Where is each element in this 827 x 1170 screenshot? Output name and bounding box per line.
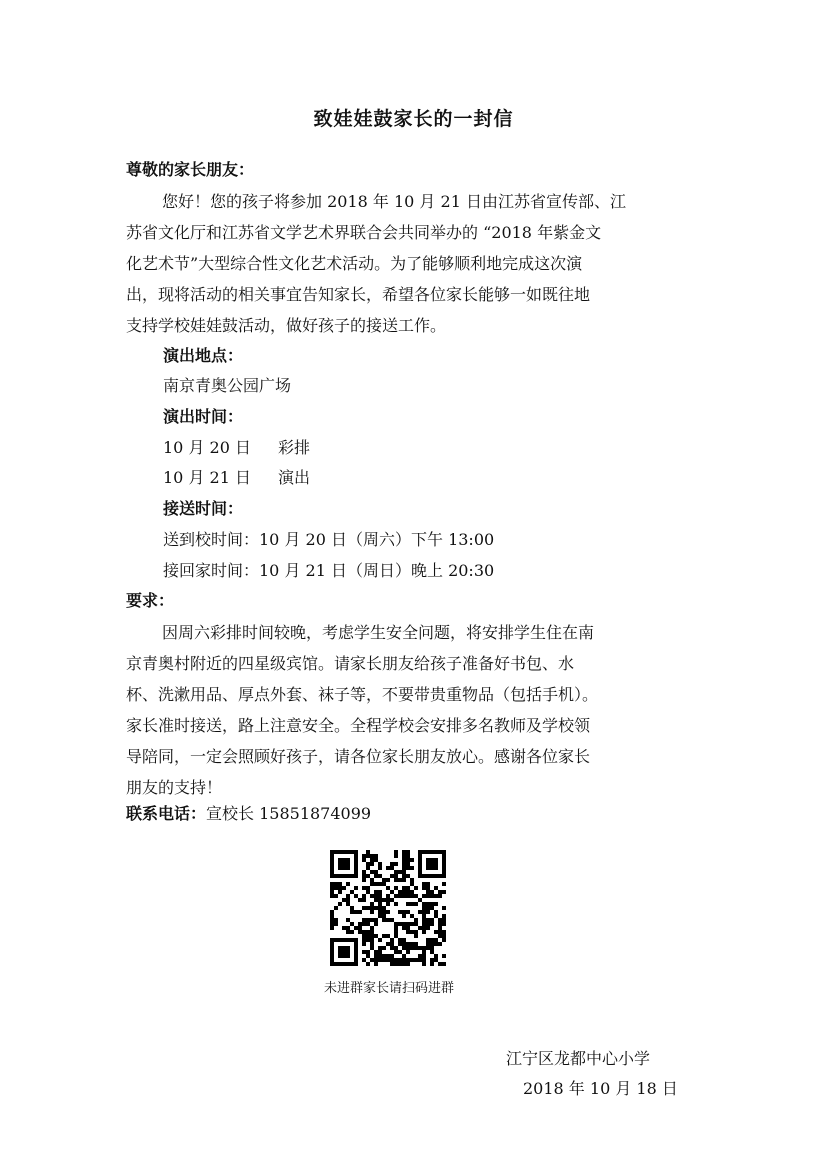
page-title: 致娃娃鼓家长的一封信 — [313, 108, 514, 130]
requirement-line: 京青奥村附近的四星级宾馆。请家长朋友给孩子准备好书包、水 — [126, 654, 575, 673]
venue-label: 演出地点： — [163, 346, 244, 365]
requirement-line: 家长准时接送，路上注意安全。全程学校会安排多名教师及学校领 — [126, 716, 591, 735]
venue-value: 南京青奥公园广场 — [163, 376, 292, 395]
requirement-line: 朋友的支持！ — [126, 778, 223, 797]
qr-code-image — [330, 850, 446, 966]
requirement-line: 因周六彩排时间较晚，考虑学生安全问题，将安排学生住在南 — [162, 623, 595, 642]
contact — [126, 804, 371, 824]
qr-caption: 未进群家长请扫码进群 — [323, 981, 454, 996]
performance-date: 10 月 21 日 — [163, 468, 251, 487]
intro-line: 支持学校娃娃鼓活动，做好孩子的接送工作。 — [126, 316, 447, 335]
performance-event: 演出 — [278, 468, 311, 487]
signature-date: 2018 年 10 月 18 日 — [523, 1079, 678, 1098]
requirement-line: 杯、洗漱用品、厚点外套、袜子等，不要带贵重物品（包括手机）。 — [126, 685, 599, 704]
intro-line: 出，现将活动的相关事宜告知家长，希望各位家长能够一如既往地 — [126, 285, 591, 304]
requirements-label: 要求： — [126, 591, 175, 610]
qr-code[interactable] — [330, 850, 446, 966]
transport-time-label: 接送时间： — [163, 499, 244, 518]
intro-line: 化艺术节”大型综合性文化艺术活动。为了能够顺利地完成这次演 — [126, 254, 583, 273]
contact-value: 宣校长 15851874099 — [206, 804, 372, 823]
performance-time-label: 演出时间： — [163, 407, 244, 426]
performance-event: 彩排 — [278, 438, 311, 457]
transport-dropoff: 送到校时间：10 月 20 日（周六）下午 13:00 — [163, 530, 495, 549]
requirement-line: 导陪同，一定会照顾好孩子，请各位家长朋友放心。感谢各位家长 — [126, 747, 591, 766]
school-signature: 江宁区龙都中心小学 — [506, 1049, 651, 1068]
intro-line: 苏省文化厅和江苏省文学艺术界联合会共同举办的 “2018 年紫金文 — [126, 223, 602, 242]
contact-label: 联系电话： — [126, 804, 207, 823]
performance-date: 10 月 20 日 — [163, 438, 251, 457]
intro-line: 您好！您的孩子将参加 2018 年 10 月 21 日由江苏省宣传部、江 — [162, 192, 626, 211]
requirements-paragraph — [126, 617, 706, 803]
intro-paragraph — [126, 186, 706, 341]
transport-pickup: 接回家时间：10 月 21 日（周日）晚上 20:30 — [163, 561, 495, 580]
greeting: 尊敬的家长朋友： — [126, 160, 255, 179]
